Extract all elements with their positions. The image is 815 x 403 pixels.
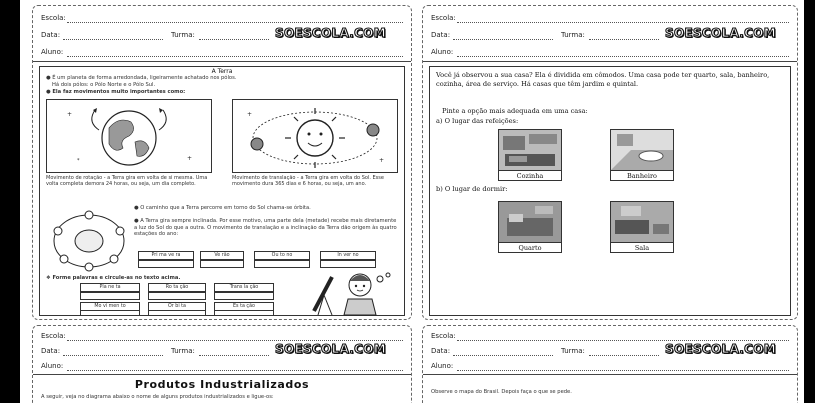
logo: SOESCOLA.COM bbox=[275, 342, 386, 356]
translation-text: Movimento de translação - a Terra gira em volta do Sol. Esse movimento dura 365 dias e 6 horas, ou seja, um ano. bbox=[232, 175, 384, 188]
season-3: Ou to no bbox=[254, 251, 310, 260]
rotation-text: Movimento de rotação - a Terra gira em volta de si mesma. Uma volta completa demora 24 horas, ou seja, um dia completo. bbox=[46, 175, 208, 188]
logo: SOESCOLA.COM bbox=[665, 26, 776, 40]
class-label: Turma: bbox=[561, 31, 585, 39]
season-1: Pri ma ve ra bbox=[138, 251, 194, 260]
rotation-illustration bbox=[46, 99, 212, 173]
class-label: Turma: bbox=[171, 347, 195, 355]
map-instruction: Observe o mapa do Brasil. Depois faça o que se pede. bbox=[431, 389, 572, 395]
syllable-1: Pla ne ta bbox=[80, 283, 140, 292]
syllable-3: Trans la ção bbox=[214, 283, 274, 292]
syllable-2: Ro ta ção bbox=[148, 283, 206, 292]
card-house bbox=[422, 5, 798, 320]
option-kitchen[interactable] bbox=[498, 129, 562, 181]
class-label: Turma: bbox=[561, 347, 585, 355]
student-label: Aluno: bbox=[41, 362, 64, 370]
date-label: Data: bbox=[41, 31, 61, 39]
date-label: Data: bbox=[41, 347, 61, 355]
option-living-room-label: Sala bbox=[611, 242, 673, 252]
class-label: Turma: bbox=[171, 31, 195, 39]
question-a: a) O lugar das refeições: bbox=[436, 117, 519, 125]
date-label: Data: bbox=[431, 31, 451, 39]
logo: SOESCOLA.COM bbox=[665, 342, 776, 356]
option-bathroom-label: Banheiro bbox=[611, 170, 673, 180]
bullet-2: ● Ela faz movimentos muito importantes como: bbox=[46, 89, 186, 95]
option-kitchen-label: Cozinha bbox=[499, 170, 561, 180]
student-label: Aluno: bbox=[431, 362, 454, 370]
season-2: Ve rão bbox=[200, 251, 244, 260]
school-label: Escola: bbox=[41, 14, 66, 22]
house-intro: Você já observou a sua casa? Ela é dividida em cômodos. Uma casa pode ter quarto, sala, banheiro, cozinha, área de serviço. Há casas que têm jardim e quintal. bbox=[436, 71, 770, 88]
earth-title: A Terra bbox=[211, 68, 233, 75]
svg-text:+: + bbox=[247, 111, 253, 118]
question-b: b) O lugar de dormir: bbox=[436, 185, 508, 193]
card-products bbox=[32, 325, 412, 403]
svg-text:+: + bbox=[67, 111, 73, 118]
house-instruction: Pinte a opção mais adequada em uma casa: bbox=[442, 107, 588, 115]
earth-panel bbox=[39, 66, 405, 316]
products-subtitle: A seguir, veja no diagrama abaixo o nome de alguns produtos industrializados e ligue-os: bbox=[41, 394, 274, 400]
child-telescope-illustration bbox=[308, 271, 400, 317]
logo: SOESCOLA.COM bbox=[275, 26, 386, 40]
svg-text:*: * bbox=[77, 158, 80, 164]
svg-text:+: + bbox=[187, 155, 193, 162]
translation-illustration bbox=[232, 99, 398, 173]
syllable-5: Ór bi ta bbox=[148, 302, 206, 311]
option-bathroom[interactable] bbox=[610, 129, 674, 181]
school-label: Escola: bbox=[41, 332, 66, 340]
bullet-1: ● É um planeta de forma arredondada, ligeiramente achatado nos pólos. bbox=[46, 75, 237, 81]
exercise-instruction: ❖ Forme palavras e circule-as no texto acima. bbox=[46, 275, 181, 281]
products-title: Produtos Industrializados bbox=[134, 378, 310, 391]
orbit-text-1: ● O caminho que a Terra percorre em torno do Sol chama-se órbita. bbox=[134, 205, 311, 211]
option-bedroom[interactable] bbox=[498, 201, 562, 253]
student-label: Aluno: bbox=[41, 48, 64, 56]
option-living-room[interactable] bbox=[610, 201, 674, 253]
student-label: Aluno: bbox=[431, 48, 454, 56]
option-bedroom-label: Quarto bbox=[499, 242, 561, 252]
house-panel bbox=[429, 66, 791, 316]
season-4: In ver no bbox=[320, 251, 376, 260]
date-label: Data: bbox=[431, 347, 451, 355]
worksheet-page bbox=[20, 0, 804, 403]
school-label: Escola: bbox=[431, 332, 456, 340]
card-earth bbox=[32, 5, 412, 320]
syllable-6: Es ta ção bbox=[214, 302, 274, 311]
card-map bbox=[422, 325, 798, 403]
orbit-diagram bbox=[48, 203, 130, 273]
bullet-1b: Há dois pólos: o Pólo Norte e o Pólo Sul. bbox=[52, 82, 156, 88]
svg-text:+: + bbox=[379, 157, 385, 164]
syllable-4: Mo vi men to bbox=[80, 302, 140, 311]
school-label: Escola: bbox=[431, 14, 456, 22]
orbit-text-2: ● A Terra gira sempre inclinada. Por esse motivo, uma parte dela (metade) recebe mais diretamente a luz do Sol do que a outra. O movimento de translação e a inclinação da Terra dão origem às quatro estações do ano: bbox=[134, 218, 397, 237]
